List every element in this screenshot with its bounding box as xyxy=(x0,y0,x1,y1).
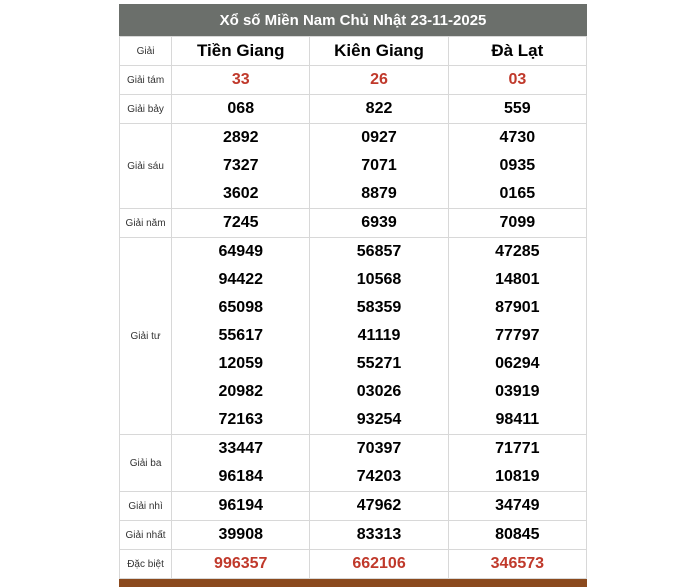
prize-number: 47285 xyxy=(495,243,540,260)
prize-label: Giải tám xyxy=(120,66,172,95)
prize-cell xyxy=(172,95,310,124)
prize-number: 71771 xyxy=(495,440,540,457)
special-prize-number: 662106 xyxy=(352,555,406,572)
prize-number: 80845 xyxy=(495,526,540,543)
header-row xyxy=(120,37,587,66)
prize-cell xyxy=(448,95,586,124)
results-title: Xổ số Miền Nam Chủ Nhật 23-11-2025 xyxy=(119,4,587,36)
prize-number: 7327 xyxy=(222,157,259,174)
prize-number: 98411 xyxy=(495,411,540,428)
prize-row-g5 xyxy=(120,209,587,238)
prize-number: 64949 xyxy=(218,243,263,260)
prize-number: 822 xyxy=(365,100,393,117)
prize-cell xyxy=(310,550,448,579)
prize-cell xyxy=(448,124,586,209)
prize-cell xyxy=(172,492,310,521)
prize-number: 55617 xyxy=(218,327,263,344)
prize-number: 77797 xyxy=(495,327,540,344)
prize-number: 068 xyxy=(227,100,255,117)
prize-number: 03 xyxy=(508,71,527,88)
prize-row-special xyxy=(120,550,587,579)
prize-number: 72163 xyxy=(218,411,263,428)
province-tien-giang[interactable]: Tiền Giang xyxy=(172,37,310,66)
prize-number: 0935 xyxy=(499,157,536,174)
prize-label: Giải năm xyxy=(120,209,172,238)
prize-number: 03026 xyxy=(356,383,402,400)
results-table xyxy=(119,36,587,579)
special-prize-number: 346573 xyxy=(490,555,545,572)
prize-number: 93254 xyxy=(356,411,402,428)
prize-cell xyxy=(310,238,448,435)
prize-number: 12059 xyxy=(218,355,263,372)
prize-number: 83313 xyxy=(356,526,402,543)
prize-cell xyxy=(172,435,310,492)
prize-number: 7245 xyxy=(222,214,259,231)
prize-cell xyxy=(310,521,448,550)
prize-number: 3602 xyxy=(222,185,259,202)
prize-number: 65098 xyxy=(218,299,263,316)
prize-number: 26 xyxy=(370,71,388,88)
prize-label: Giải nhất xyxy=(120,521,172,550)
prize-label: Giải sáu xyxy=(120,124,172,209)
prize-cell xyxy=(448,521,586,550)
prize-row-g8 xyxy=(120,66,587,95)
prize-cell xyxy=(448,550,586,579)
prize-number: 7071 xyxy=(361,157,397,174)
prize-number: 96184 xyxy=(218,468,263,485)
province-da-lat[interactable]: Đà Lạt xyxy=(448,37,586,66)
prize-number: 41119 xyxy=(357,327,401,344)
prize-row-g2 xyxy=(120,492,587,521)
prize-cell xyxy=(310,435,448,492)
prize-cell xyxy=(310,492,448,521)
prize-number: 33 xyxy=(231,71,250,88)
prize-row-g6 xyxy=(120,124,587,209)
prize-cell xyxy=(448,435,586,492)
prize-label: Giải tư xyxy=(120,238,172,435)
prize-cell xyxy=(172,66,310,95)
prize-number: 06294 xyxy=(495,355,540,372)
prize-number: 96194 xyxy=(218,497,263,514)
province-kien-giang[interactable]: Kiên Giang xyxy=(310,37,448,66)
prize-cell xyxy=(310,209,448,238)
prize-number: 70397 xyxy=(356,440,402,457)
prize-number: 47962 xyxy=(356,497,402,514)
prize-number: 10819 xyxy=(495,468,540,485)
prize-cell xyxy=(172,209,310,238)
prize-number: 559 xyxy=(503,100,531,117)
prize-number: 34749 xyxy=(495,497,540,514)
prize-number: 10568 xyxy=(356,271,402,288)
footer-bar xyxy=(119,579,587,587)
prize-cell xyxy=(448,66,586,95)
prize-label: Giải ba xyxy=(120,435,172,492)
prize-cell xyxy=(172,521,310,550)
prize-number: 7099 xyxy=(499,214,536,231)
prize-number: 14801 xyxy=(495,271,540,288)
prize-cell xyxy=(310,124,448,209)
prize-cell xyxy=(172,238,310,435)
special-prize-number: 996357 xyxy=(214,555,268,572)
prize-cell xyxy=(310,66,448,95)
prize-number: 20982 xyxy=(218,383,263,400)
prize-number: 0927 xyxy=(361,129,397,146)
prize-cell xyxy=(172,124,310,209)
prize-row-g1 xyxy=(120,521,587,550)
prize-number: 4730 xyxy=(499,129,536,146)
prize-number: 55271 xyxy=(356,355,402,372)
prize-label: Giải bảy xyxy=(120,95,172,124)
prize-row-g3 xyxy=(120,435,587,492)
prize-cell xyxy=(448,209,586,238)
prize-number: 56857 xyxy=(356,243,402,260)
prize-number: 6939 xyxy=(361,214,397,231)
header-label: Giải xyxy=(120,37,172,66)
prize-number: 87901 xyxy=(495,299,540,316)
prize-number: 2892 xyxy=(222,129,259,146)
prize-number: 39908 xyxy=(218,526,263,543)
prize-number: 03919 xyxy=(495,383,540,400)
prize-number: 8879 xyxy=(361,185,397,202)
lottery-results xyxy=(119,4,587,579)
prize-label: Đặc biệt xyxy=(120,550,172,579)
prize-number: 58359 xyxy=(356,299,402,316)
prize-cell xyxy=(310,95,448,124)
prize-cell xyxy=(172,550,310,579)
prize-number: 74203 xyxy=(356,468,402,485)
prize-row-g7 xyxy=(120,95,587,124)
prize-label: Giải nhì xyxy=(120,492,172,521)
prize-cell xyxy=(448,492,586,521)
prize-number: 94422 xyxy=(218,271,263,288)
prize-row-g4 xyxy=(120,238,587,435)
prize-number: 0165 xyxy=(499,185,536,202)
prize-cell xyxy=(448,238,586,435)
prize-number: 33447 xyxy=(218,440,263,457)
